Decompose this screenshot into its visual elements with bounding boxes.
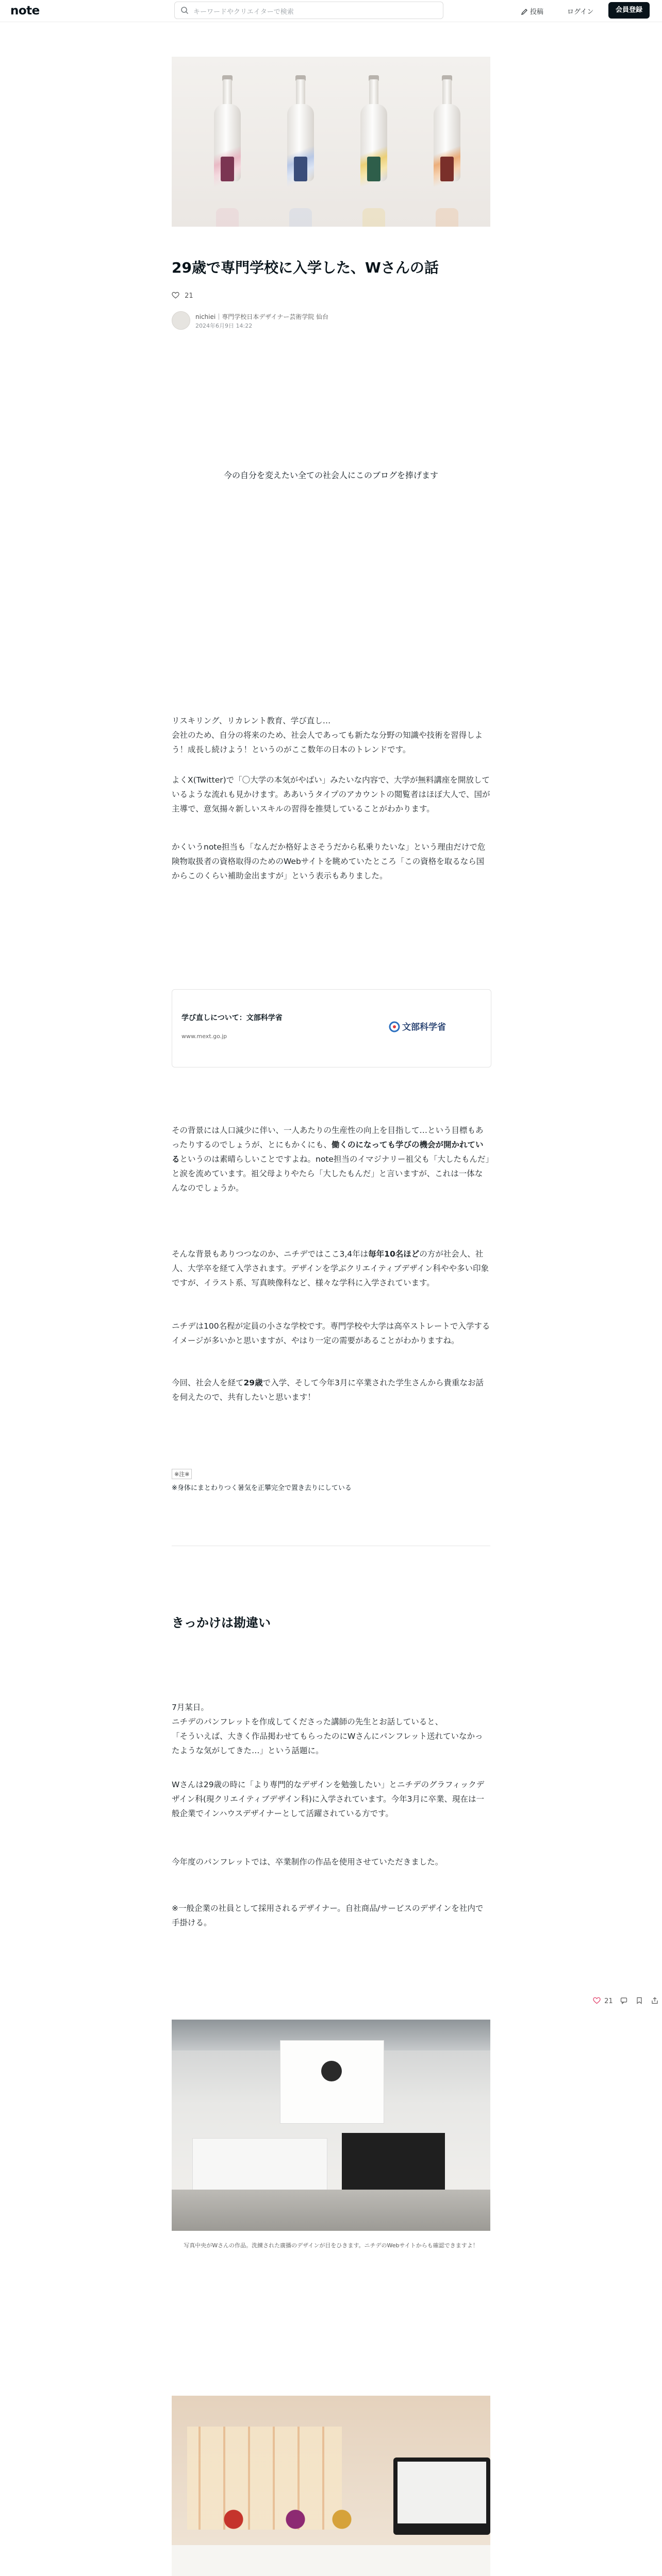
paragraph [172,1247,490,1290]
paragraph-text: 今回、社会人を経て [172,1378,244,1387]
display-photo [172,2396,490,2576]
mext-emblem-icon [389,1021,400,1032]
footnote-tag: ※注※ [172,1469,192,1479]
bookmark-icon[interactable] [636,1997,643,2004]
like-count: 21 [185,292,193,300]
publish-date: 2024年6月9日 14:22 [195,323,253,329]
paragraph-text: の方が社会人、社人、大学卒を経て入学されます。デザインを学ぶクリエイティブデザイン科やや多い印象ですが、イラスト系、写真映像科など、様々な学科に入学されています。 [172,1249,489,1287]
like-row [172,292,490,300]
section-heading: きっかけは勘違い [172,1616,271,1630]
paragraph-text: その背景には人口減少に伴い、一人あたりの生産性の向上を目指して…という目標もあったりするのでしょうが、とにもかくにも、 [172,1126,484,1149]
intro-text: 今の自分を変えたい全ての社会人にこのブログを捧げます [223,470,438,480]
note-logo[interactable]: note [10,4,40,18]
paragraph: 7月某日。 ニチデのパンフレットを作成してくださった講師の先生とお話していると、 「そういえば、大きく作品掲わせてもらったのにWさんにパンフレット送れていなかったような気がしてきた…」という話題に。 [172,1703,483,1755]
paragraph [172,1123,490,1195]
paragraph-text: そんな背景もありつつなのか、ニチデではここ3,4年は [172,1249,369,1259]
paragraph: 今年度のパンフレットでは、卒業制作の作品を使用させていただきました。 [172,1857,443,1867]
paragraph: かくいうnote担当も「なんだか格好よさそうだから私乗りたいな」という理由だけで危険物取扱者の資格取得のためのWebサイトを眺めていたところ「この資格を取るなら国からこのくらい補助金出ますが」という表示もありました。 [172,842,486,880]
mext-logo [389,1020,446,1032]
heart-icon[interactable] [172,292,179,299]
exhibition-photo [172,2020,490,2231]
heart-icon[interactable] [593,1997,601,2004]
paragraph: リスキリング、リカレント教育、学び直し… 会社のため、自分の将来のため、社会人であっても新たな分野の知識や技術を習得しよう！成長し続けよう！というのがここ数年の日本のトレンドです。 [172,716,483,754]
paragraph-bold: 毎年10名ほど [368,1249,420,1259]
comment-icon[interactable] [620,1997,627,2004]
share-icon[interactable] [651,1997,658,2004]
paragraph: よくX(Twitter)で「〇大学の本気がやばい」みたいな内容で、大学が無料講座を開放しているような流れも見かけます。ああいうタイプのアカウントの閲覧者はほぼ大人で、国が主導で、意気揚々新しいスキルの習得を推奨していることがわかります。 [172,775,490,814]
paragraph-text: で入学、そして今年3月に卒業された学生さんから貴重なお話を伺えたので、共有したいと思います！ [172,1378,484,1402]
floating-actions [593,1997,658,2005]
login-link[interactable]: ログイン [567,8,594,16]
paragraph-bold: 働くのになっても学びの機会が開かれている [172,1140,484,1164]
article-title: 29歳で専門学校に入学した、Wさんの話 [172,259,439,276]
post-label: 投稿 [530,8,544,16]
search-box[interactable] [174,2,443,19]
link-card-url: www.mext.go.jp [181,1033,227,1040]
search-icon [180,6,189,14]
paragraph: ※一般企業の社員として採用されるデザイナー。自社商品/サービスのデザインを社内で手掛ける。 [172,1904,484,1927]
link-card-title: 学び直しについて：文部科学省 [181,1014,283,1022]
photo-caption: 写真中央がWさんの作品。洗練された廣播のデザインが目をひきます。ニチデのWebサイトからも確認できますよ！ [184,2242,478,2249]
link-card-logo-text: 文部科学省 [402,1022,446,1032]
post-link[interactable] [521,6,543,16]
paragraph-bold: 29歳 [243,1378,263,1387]
paragraph [172,1376,490,1404]
link-card[interactable] [172,989,491,1067]
top-header [0,0,662,22]
signup-button[interactable]: 会員登録 [608,2,650,19]
author-avatar[interactable] [172,311,190,330]
footnote-text: ※身体にまとわりつく暑気を正攀完全で置き去りにしている [172,1484,352,1492]
hero-image [172,57,490,227]
float-like-count: 21 [604,1997,613,2005]
search-placeholder: キーワードやクリエイターで検索 [193,8,294,16]
pen-icon [521,8,528,15]
author-name[interactable]: nichiei｜専門学校日本デザイナー芸術学院 仙台 [195,313,329,320]
paragraph: Wさんは29歳の時に「より専門的なデザインを勉強したい」とニチデのグラフィックデザイン科(現クリエイティブデザイン科)に入学されています。今年3月に卒業、現在は一般企業でインハウスデザイナーとして活躍されている方です。 [172,1780,485,1818]
paragraph: ニチデは100名程が定員の小さな学校です。専門学校や大学は高卒ストレートで入学するイメージが多いかと思いますが、やはり一定の需要があることがわかりますね。 [172,1321,490,1345]
author-info [172,310,490,331]
paragraph-text: というのは素晴らしいことですよね。note担当のイマジナリー祖父も「大したもんだ」と涙を流めています。祖父母よりやたら「大したもんだ」と言いますが、これは一体なんなのでしょうか。 [172,1155,490,1193]
footnote-block [172,1468,490,1492]
